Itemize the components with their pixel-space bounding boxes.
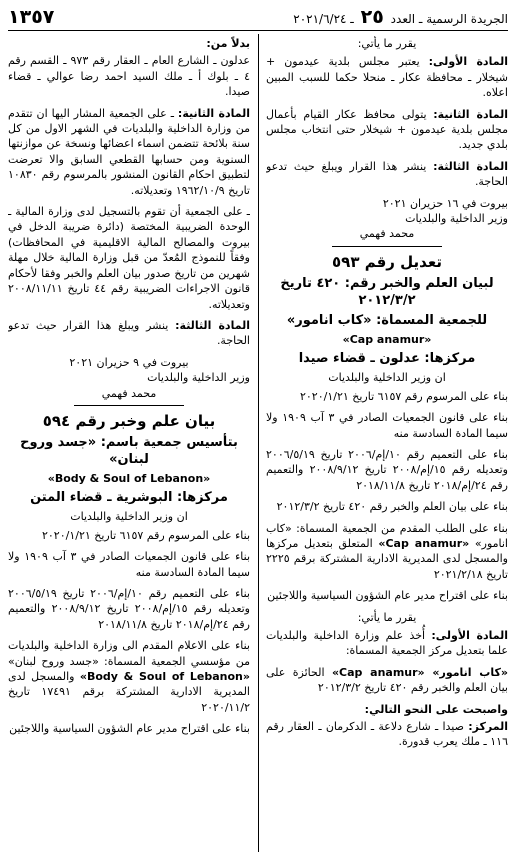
old-centre: عدلون ـ الشارع العام ـ العقار رقم ٩٧٣ ـ القسم رقم ٤ ـ بلوك أ ـ ملك السيد احمد رضا عوالي ـ قضاء صيدا. [8,54,250,99]
recital: بناء على التعميم رقم ١٠/إم/٢٠٠٦ تاريخ ٢٠٠٦/٥/١٩ وتعديله رقم ١٥/إم/٢٠٠٨ تاريخ ٢٠٠٨/٩/١٢ والتعميم رقم ٢٤/إم/٢٠١٨ تاريخ ٢٠١٨/١١/٨ [266,447,508,492]
decides-heading: يقرر ما يأتي: [357,610,417,624]
recital: بناء على التعميم رقم ١٠/إم/٢٠٠٦ تاريخ ٢٠٠٦/٥/١٩ وتعديله رقم ١٥/إم/٢٠٠٨ تاريخ ٢٠٠٨/٩/١٢ والتعميم رقم ٢٤/إم/٢٠١٨ تاريخ ٢٠١٨/١١/٨ [8,586,250,631]
recital: بناء على قانون الجمعيات الصادر في ٣ آب ١٩٠٩ ولا سيما المادة السادسة منه [266,411,508,440]
place-date: بيروت في ١٦ حزيران ٢٠٢١ [382,196,508,210]
centre-text: صيدا ـ شارع دلاعة ـ الدكرمان ـ العقار رقم ١١٦ ـ ملك يعرب قدورة. [266,720,508,749]
minister-intro: ان وزير الداخلية والبلديات [328,371,446,385]
gazette-name: الجريدة الرسمية ـ العدد [390,12,508,26]
new-centre [266,719,508,750]
section-separator [332,246,442,247]
amendment-title: تعديل رقم ٥٩٣ [332,252,442,271]
article-text: أُخذ علم وزارة الداخلية والبلديات علما بتعديل مركز الجمعية المسماة: [266,628,508,658]
article-label: المادة الأولى: [431,628,508,642]
article-2 [266,107,508,153]
statement-title: بيان علم وخبر رقم ٥٩٤ [42,411,216,430]
association-latin-name [266,332,508,347]
article-label: المادة الأولى: [428,55,508,69]
recital: بناء على المرسوم رقم ٦١٥٧ تاريخ ٢٠٢٠/١/٢١ [299,389,508,403]
minister-name: محمد فهمي [359,227,415,241]
became-heading: واصبحت على النحو التالي: [364,702,508,716]
article-text: يتولى محافظ عكار القيام بأعمال مجلس بلدية عيدمون + شيخلار حتى انتخاب مجلس بلدي جديد. [266,107,508,152]
recital [266,521,508,583]
association-centre: مركزها: البوشرية ـ قضاء المتن [30,490,228,506]
article-2-continued: ـ على الجمعية أن تقوم بالتسجيل لدى وزارة المالية ـ الوحدة الضريبية المختصة (دائرة ضريبة الدخل في بيروت والمصالح المالية الاقليمية في المحافظات) وفقاً للنموذج المُعدّ من قبل وزارة المالية خلال مهلة شهرين من تاريخ صدور بيان العلم والخبر وفقا لأحكام قانون الاجراءات الضريبية رقم ٤٤ تاريخ ٢٠٠٨/١١/١١ وتعديلاته. [8,205,250,311]
page-number: ١٣٥٧ [8,6,55,28]
recital: بناء على اقتراح مدير عام الشؤون السياسية واللاجئين [9,722,250,736]
recital-text: المتعلق بتعديل مركزها والمسجل لدى المديرية الادارية المشتركة برقم ٢٢٢٥ تاريخ ٢٠٢١/٢/١٨ [266,536,508,581]
minister-title: وزير الداخلية والبلديات [147,371,250,385]
article-label: المادة الثانية: [433,107,508,121]
article-3 [266,159,508,190]
minister-intro: ان وزير الداخلية والبلديات [70,510,188,524]
article-text: ينشر هذا القرار ويبلغ حيث تدعو الحاجة. [266,159,508,189]
association-latin-name [8,471,250,486]
article-label: المادة الثالثة: [433,159,508,173]
right-column [266,36,508,854]
association-name-line: للجمعية المسماة: «كاب انامور» [286,312,488,328]
latin-name: «Cap anamur» [331,665,425,679]
article-3 [8,318,250,349]
recital: بناء على قانون الجمعيات الصادر في ٣ آب ١٩٠٩ ولا سيما المادة السادسة منه [8,550,250,579]
recital: بناء على بيان العلم والخبر رقم ٤٢٠ تاريخ ٢٠١٢/٣/٢ [276,500,508,514]
article-label: المادة الثالثة: [175,318,250,332]
article-1 [266,628,508,659]
latin-name: «Cap anamur» [342,332,432,346]
page-header [8,4,508,31]
association-centre: مركزها: عدلون ـ قضاء صيدا [298,351,476,367]
statement-subtitle: بتأسيس جمعية باسم: «جسد وروح لبنان» [20,434,238,467]
minister-title: وزير الداخلية والبلديات [405,212,508,226]
article-label: المادة الثانية: [177,106,250,120]
gazette-issue-line [293,6,508,28]
article-text: ـ على الجمعية المشار اليها ان تتقدم من وزارة الداخلية والبلديات في الشهر الاول من كل سنة بلائحة تتضمن اسماء اعضائها ونسخة عن موازنتها السنوية ومن حسابها القطعي السابق والا تعرضت لتطبيق احكام القانون المنشور بالمرسوم رقم ١٠٨٣٠ تاريخ ١٩٦٢/١٠/٩ وتعديلاته. [8,106,250,197]
latin-name: «Body & Soul of Lebanon» [79,670,250,683]
centre-label: المركز: [468,720,508,733]
association-name: «كاب انامور» [424,665,508,679]
issue-number: ٢٥ [360,6,384,28]
recital: بناء على المرسوم رقم ٦١٥٧ تاريخ ٢٠٢٠/١/٢١ [41,528,250,542]
article-text: يعتبر مجلس بلدية عيدمون + شيخلار ـ محافظة عكار ـ منحلا حكما للسبب المبين اعلاه. [266,55,508,100]
column-divider [258,34,259,852]
recital-text: بناء على الاعلام المقدم الى وزارة الداخلية والبلديات من مؤسسي الجمعية المسماة: «جسد وروح لبنان» [8,639,250,668]
recital: بناء على اقتراح مدير عام الشؤون السياسية واللاجئين [267,589,508,603]
recital-text: والمسجل لدى المديرية الادارية المشتركة برقم ١٧٤٩١ تاريخ ٢٠٢٠/١١/٢ [8,670,250,714]
section-separator [74,405,184,406]
article-1 [266,54,508,100]
article-text: ينشر ويبلغ هذا القرار حيث تدعو الحاجة. [8,318,250,348]
article-text: الحائزة على بيان العلم والخبر رقم ٤٢٠ تاريخ ٢٠١٢/٣/٢ [266,665,508,695]
decides-heading: يقرر ما يأتي: [357,37,417,50]
article-1-continued [266,665,508,696]
left-column [8,36,250,854]
latin-name: «Body & Soul of Lebanon» [47,471,211,485]
latin-name: «Cap anamur» [378,536,470,550]
place-date: بيروت في ٩ حزيران ٢٠٢١ [69,355,189,369]
minister-name: محمد فهمي [101,386,157,400]
amendment-subtitle: لبيان العلم والخبر رقم: ٤٢٠ تاريخ ٢٠١٢/٣/٢ [280,275,494,308]
article-2 [8,106,250,198]
recital [8,638,250,715]
instead-of-label: بدلاً من: [206,37,250,50]
issue-date: ـ ٢٠٢١/٦/٢٤ [293,12,354,26]
recital-text: بناء على الطلب المقدم من الجمعية المسماة: «كاب انامور» [266,521,508,550]
